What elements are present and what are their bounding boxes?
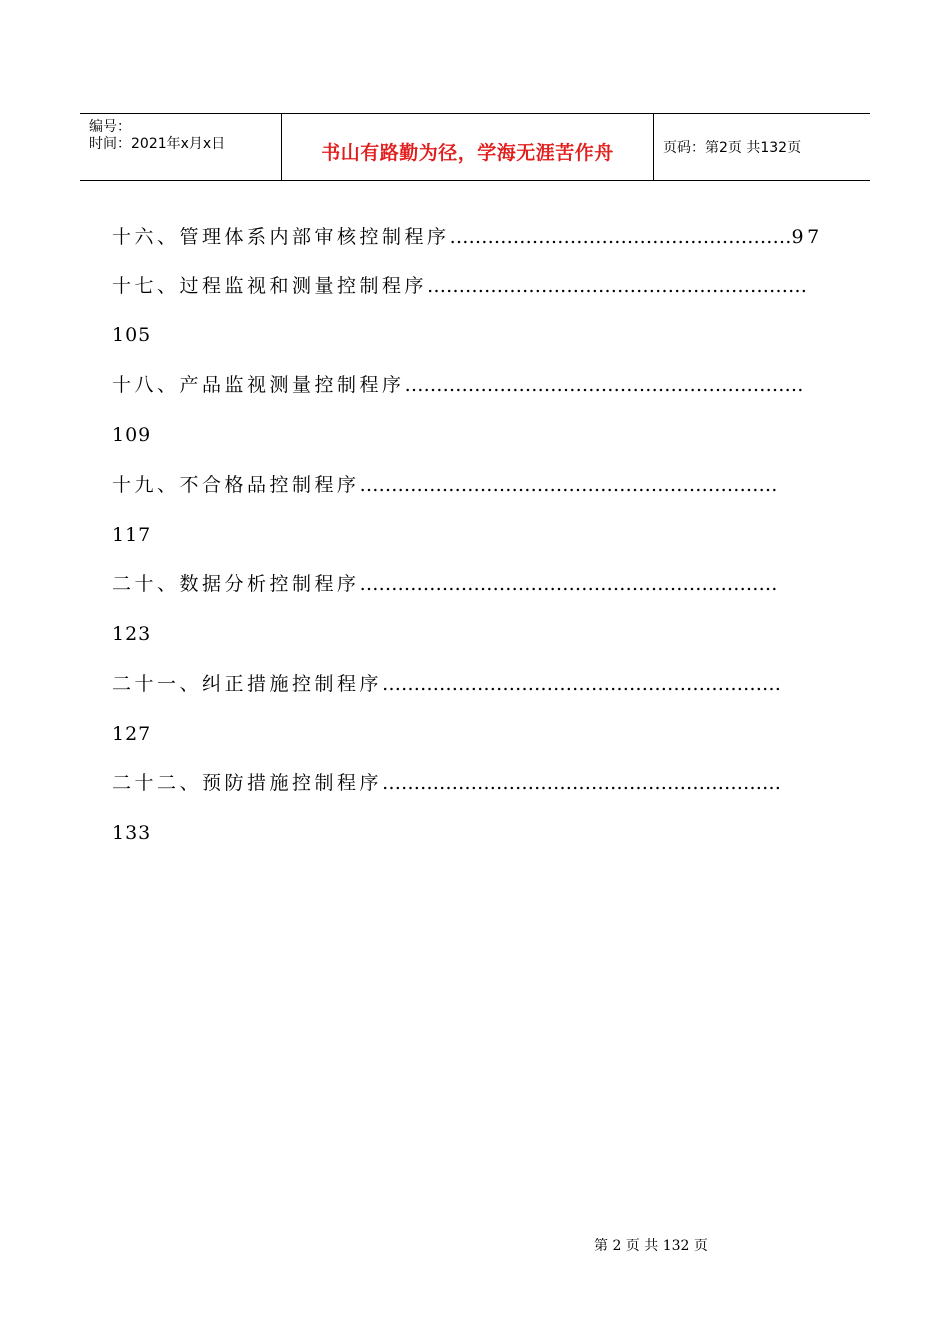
toc-entry-title: 二十一、纠正措施控制程序 bbox=[112, 673, 383, 695]
toc-entry-page: 133 bbox=[112, 822, 152, 844]
toc-entry-leader: …………………………………………………… bbox=[427, 275, 808, 297]
page-footer: 第 2 页 共 132 页 bbox=[594, 1238, 708, 1254]
toc-entry-20[interactable] bbox=[112, 571, 778, 597]
toc-entry-18[interactable] bbox=[112, 372, 804, 398]
toc-entry-16[interactable] bbox=[112, 224, 823, 250]
header-page-info: 页码：第2页 共132页 bbox=[663, 140, 802, 156]
toc-entry-leader: ………………………………………………………… bbox=[359, 474, 778, 496]
toc-entry-title: 十六、管理体系内部审核控制程序 bbox=[112, 226, 450, 248]
toc-entry-title: 十八、产品监视测量控制程序 bbox=[112, 374, 405, 396]
page-header bbox=[80, 113, 870, 181]
toc-entry-19[interactable] bbox=[112, 472, 778, 498]
toc-entry-17[interactable] bbox=[112, 273, 807, 299]
toc-entry-title: 二十、数据分析控制程序 bbox=[112, 573, 360, 595]
header-motto-cell bbox=[282, 114, 654, 180]
toc-entry-22[interactable] bbox=[112, 770, 781, 796]
toc-entry-leader: ………………………………………………………… bbox=[359, 573, 778, 595]
header-page-cell bbox=[654, 114, 870, 180]
toc-entry-title: 十九、不合格品控制程序 bbox=[112, 474, 360, 496]
document-time-label: 时间：2021年x月x日 bbox=[89, 136, 226, 152]
toc-entry-leader: ……………………………………………………… bbox=[382, 772, 782, 794]
toc-entry-21[interactable] bbox=[112, 671, 781, 697]
header-motto: 书山有路勤为径，学海无涯苦作舟 bbox=[321, 141, 614, 164]
header-meta-cell bbox=[80, 114, 282, 180]
toc-entry-page: 97 bbox=[791, 226, 823, 248]
toc-entry-page: 123 bbox=[112, 623, 152, 645]
toc-entry-leader: ……………………………………………………… bbox=[382, 673, 782, 695]
toc-entry-page: 117 bbox=[112, 524, 152, 546]
toc-entry-page: 109 bbox=[112, 424, 152, 446]
toc-entry-leader: ……………………………………………… bbox=[449, 226, 792, 248]
toc-entry-leader: ……………………………………………………… bbox=[404, 374, 804, 396]
toc-entry-page: 127 bbox=[112, 723, 152, 745]
document-number-label: 编号： bbox=[89, 119, 131, 135]
toc-entry-page: 105 bbox=[112, 324, 152, 346]
toc-entry-title: 二十二、预防措施控制程序 bbox=[112, 772, 383, 794]
toc-entry-title: 十七、过程监视和测量控制程序 bbox=[112, 275, 428, 297]
